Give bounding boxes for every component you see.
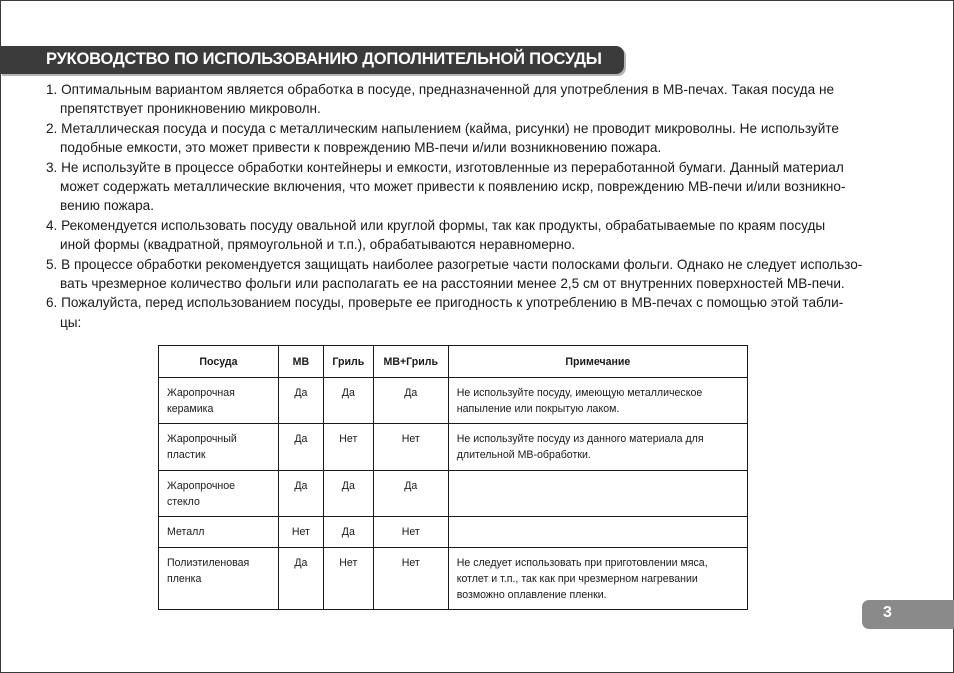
instruction-item <box>46 119 908 158</box>
table-row <box>159 471 748 517</box>
grill-cell: Да <box>323 378 373 424</box>
instruction-item <box>46 293 908 332</box>
grill-cell: Да <box>323 517 373 548</box>
microwave-grill-cell: Да <box>373 471 448 517</box>
note-line: длительной МВ-обработки. <box>456 449 591 461</box>
microwave-cell: Нет <box>278 517 323 548</box>
section-title: РУКОВОДСТВО ПО ИСПОЛЬЗОВАНИЮ ДОПОЛНИТЕЛЬНОЙ ПОСУДЫ <box>46 50 602 68</box>
table-row <box>159 424 748 471</box>
column-header-grill: Гриль <box>323 346 373 378</box>
grill-cell: Нет <box>323 548 373 610</box>
microwave-grill-cell: Нет <box>373 548 448 610</box>
cookware-name-line: Жаропрочный <box>167 433 237 445</box>
column-header-note: Примечание <box>448 346 747 378</box>
microwave-cell: Да <box>278 424 323 471</box>
note-line: котлет и т.п., так как при чрезмерном нагревании <box>456 573 698 585</box>
cookware-cell <box>159 517 279 548</box>
cookware-name-line: Жаропрочная <box>167 387 235 399</box>
instruction-item <box>46 255 908 294</box>
table-header-row <box>159 346 748 378</box>
instruction-item <box>46 80 908 119</box>
grill-cell: Да <box>323 471 373 517</box>
cookware-name-line: пленка <box>167 573 202 585</box>
instruction-item <box>46 158 908 216</box>
note-line: возможно оплавление пленки. <box>456 589 607 601</box>
instructions-list <box>46 80 908 332</box>
cookware-name-line: Жаропрочное <box>167 480 236 492</box>
microwave-grill-cell: Да <box>373 378 448 424</box>
note-line: Не следует использовать при приготовлении мяса, <box>456 557 708 569</box>
cookware-name-line: Полиэтиленовая <box>167 557 250 569</box>
instruction-text: 4. Рекомендуется использовать посуду овальной или круглой формы, так как продукты, обрабатываемые по краям посуды <box>46 217 826 233</box>
cookware-cell <box>159 378 279 424</box>
column-header-microwave: МВ <box>278 346 323 378</box>
microwave-cell: Да <box>278 378 323 424</box>
table-row <box>159 378 748 424</box>
instruction-text: 6. Пожалуйста, перед использованием посуды, проверьте ее пригодность к употреблению в МВ-печах с помощью этой табли- <box>46 295 844 311</box>
microwave-grill-cell: Нет <box>373 424 448 471</box>
microwave-grill-cell: Нет <box>373 517 448 548</box>
page-number: 3 <box>883 604 892 621</box>
column-header-cookware: Посуда <box>159 346 279 378</box>
grill-cell: Нет <box>323 424 373 471</box>
instruction-text: 5. В процессе обработки рекомендуется защищать наиболее разогретые части полосками фольги. Однако не следует использо- <box>46 256 863 272</box>
cookware-compatibility-table <box>158 345 748 610</box>
table-row <box>159 517 748 548</box>
note-line: Не используйте посуду, имеющую металлическое <box>456 387 703 399</box>
note-cell <box>448 548 747 610</box>
instruction-text-continued: цы: <box>60 314 82 330</box>
instruction-item <box>46 216 908 255</box>
instruction-text: 2. Металлическая посуда и посуда с металлическим напылением (кайма, рисунки) не проводит микроволны. Не используйте <box>46 120 839 136</box>
cookware-name-line: Металл <box>167 526 205 538</box>
cookware-name-line: пластик <box>167 449 206 461</box>
note-line: Не используйте посуду из данного материала для <box>456 433 704 445</box>
instruction-text: 1. Оптимальным вариантом является обработка в посуде, предназначенной для употребления в МВ-печах. Такая посуда не <box>46 82 835 97</box>
note-cell <box>448 424 747 471</box>
note-line: напыление или покрытую лаком. <box>456 403 620 415</box>
section-header <box>0 46 624 74</box>
cookware-name-line: стекло <box>167 496 200 508</box>
instruction-text-continued: вать чрезмерное количество фольги или располагать ее на расстоянии менее 2,5 см от внутренних поверхностей МВ-печи. <box>60 276 845 292</box>
microwave-cell: Да <box>278 471 323 517</box>
instruction-text-continued: иной формы (квадратной, прямоугольной и т.п.), обрабатываются неравномерно. <box>60 237 576 253</box>
page-number-tab <box>862 600 954 629</box>
cookware-cell <box>159 424 279 471</box>
instruction-text-continued: препятствует проникновению микроволн. <box>60 101 321 117</box>
note-cell <box>448 471 747 517</box>
cookware-cell <box>159 471 279 517</box>
table-row <box>159 548 748 610</box>
cookware-name-line: керамика <box>167 403 214 415</box>
instruction-text-continued: может содержать металлические включения, что может привести к появлению искр, повреждению МВ-печи и/или возникно- <box>60 179 846 195</box>
instruction-text: 3. Не используйте в процессе обработки контейнеры и емкости, изготовленные из переработанной бумаги. Данный материал <box>46 159 844 175</box>
microwave-cell: Да <box>278 548 323 610</box>
column-header-microwave-grill: МВ+Гриль <box>373 346 448 378</box>
instruction-text-continued: вению пожара. <box>60 198 155 214</box>
cookware-cell <box>159 548 279 610</box>
note-cell <box>448 378 747 424</box>
instruction-text-continued: подобные емкости, это может привести к повреждению МВ-печи и/или возникновению пожара. <box>60 140 662 156</box>
note-cell <box>448 517 747 548</box>
